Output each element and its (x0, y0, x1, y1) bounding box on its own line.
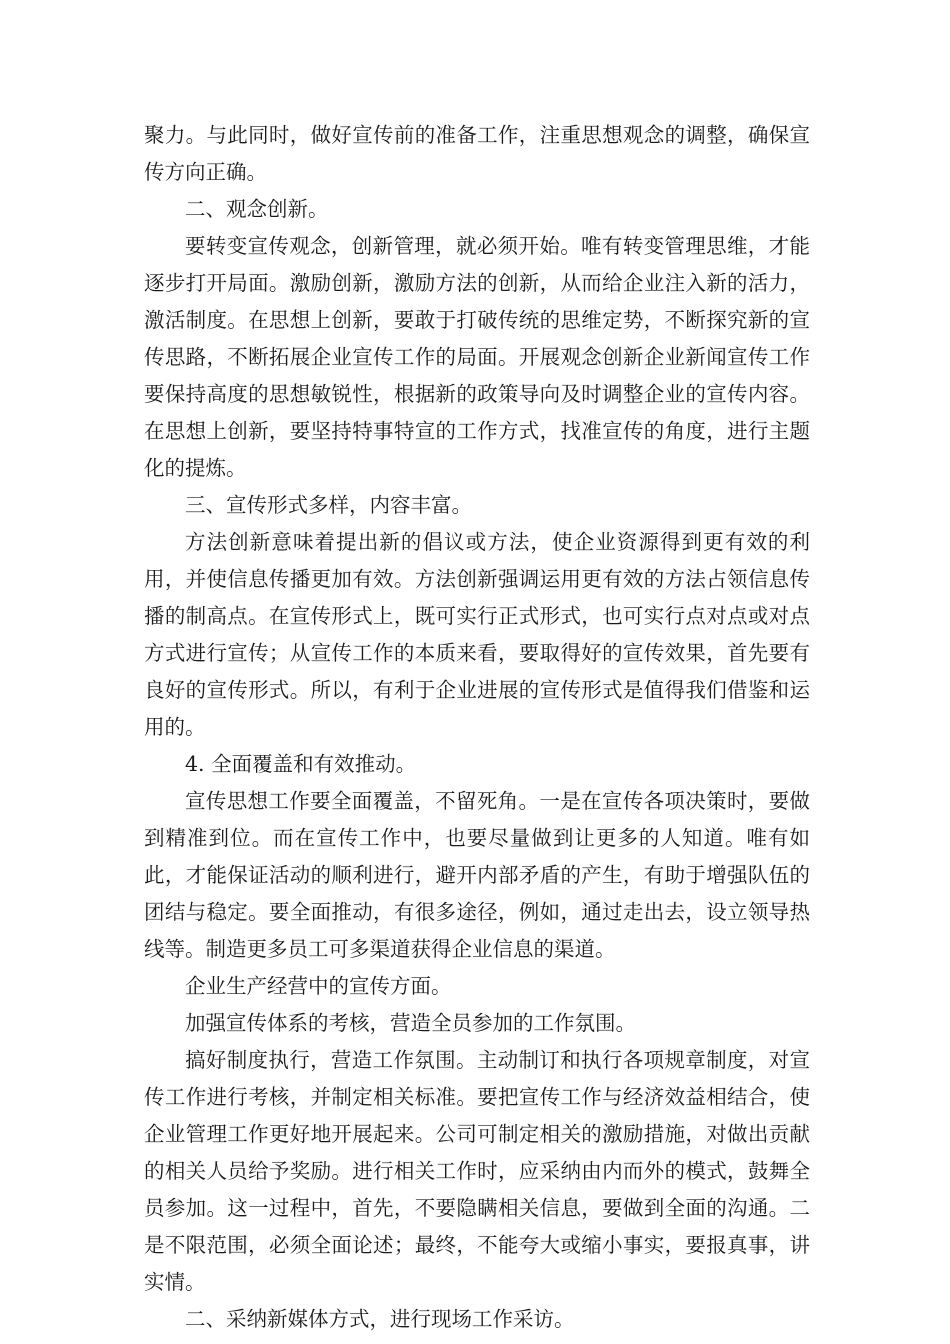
section-heading-diverse-forms: 三、宣传形式多样，内容丰富。 (185, 493, 472, 517)
paragraph-method-innovation: 方法创新意味着提出新的倡议或方法，使企业资源得到更有效的利用，并使信息传播更加有效。方法创新强调运用更有效的方法占领信息传播的制高点。在宣传形式上，既可实行正式形式，也可实行点对点或对点方式进行宣传；从宣传工作的本质来看，要取得好的宣传效果，首先要有良好的宣传形式。所以，有利于企业进展的宣传形式是值得我们借鉴和运用的。 (144, 530, 810, 739)
section-heading-concept-innovation: 二、观念创新。 (185, 197, 329, 221)
paragraph-full-coverage: 宣传思想工作要全面覆盖，不留死角。一是在宣传各项决策时，要做到精准到位。而在宣传工作中，也要尽量做到让更多的人知道。唯有如此，才能保证活动的顺利进行，避开内部矛盾的产生，有助于增强队伍的团结与稳定。要全面推动，有很多途径，例如，通过走出去，设立领导热线等。制造更多员工可多渠道获得企业信息的渠道。 (144, 789, 810, 961)
paragraph-continuation: 聚力。与此同时，做好宣传前的准备工作，注重思想观念的调整，确保宣传方向正确。 (144, 123, 810, 184)
section-heading-production-publicity: 企业生产经营中的宣传方面。 (185, 974, 452, 998)
paragraph-system-execution: 搞好制度执行，营造工作氛围。主动制订和执行各项规章制度，对宣传工作进行考核，并制定相关标准。要把宣传工作与经济效益相结合，使企业管理工作更好地开展起来。公司可制定相关的激励措施，对做出贡献的相关人员给予奖励。进行相关工作时，应采纳由内而外的模式，鼓舞全员参加。这一过程中，首先，不要隐瞒相关信息，要做到全面的沟通。二是不限范围，必须全面论述；最终，不能夸大或缩小事实，要报真事，讲实情。 (144, 1048, 810, 1294)
paragraph-concept-innovation: 要转变宣传观念，创新管理，就必须开始。唯有转变管理思维，才能逐步打开局面。激励创新，激励方法的创新，从而给企业注入新的活力，激活制度。在思想上创新，要敢于打破传统的思维定势，不断探究新的宣传思路，不断拓展企业宣传工作的局面。开展观念创新企业新闻宣传工作要保持高度的思想敏锐性，根据新的政策导向及时调整企业的宣传内容。在思想上创新，要坚持特事特宣的工作方式，找准宣传的角度，进行主题化的提炼。 (144, 234, 810, 480)
section-heading-full-coverage: 4. 全面覆盖和有效推动。 (185, 752, 417, 776)
document-body (144, 117, 810, 1338)
section-heading-new-media: 二、采纳新媒体方式，进行现场工作采访。 (185, 1307, 575, 1331)
subheading-assessment: 加强宣传体系的考核，营造全员参加的工作氛围。 (185, 1011, 636, 1035)
